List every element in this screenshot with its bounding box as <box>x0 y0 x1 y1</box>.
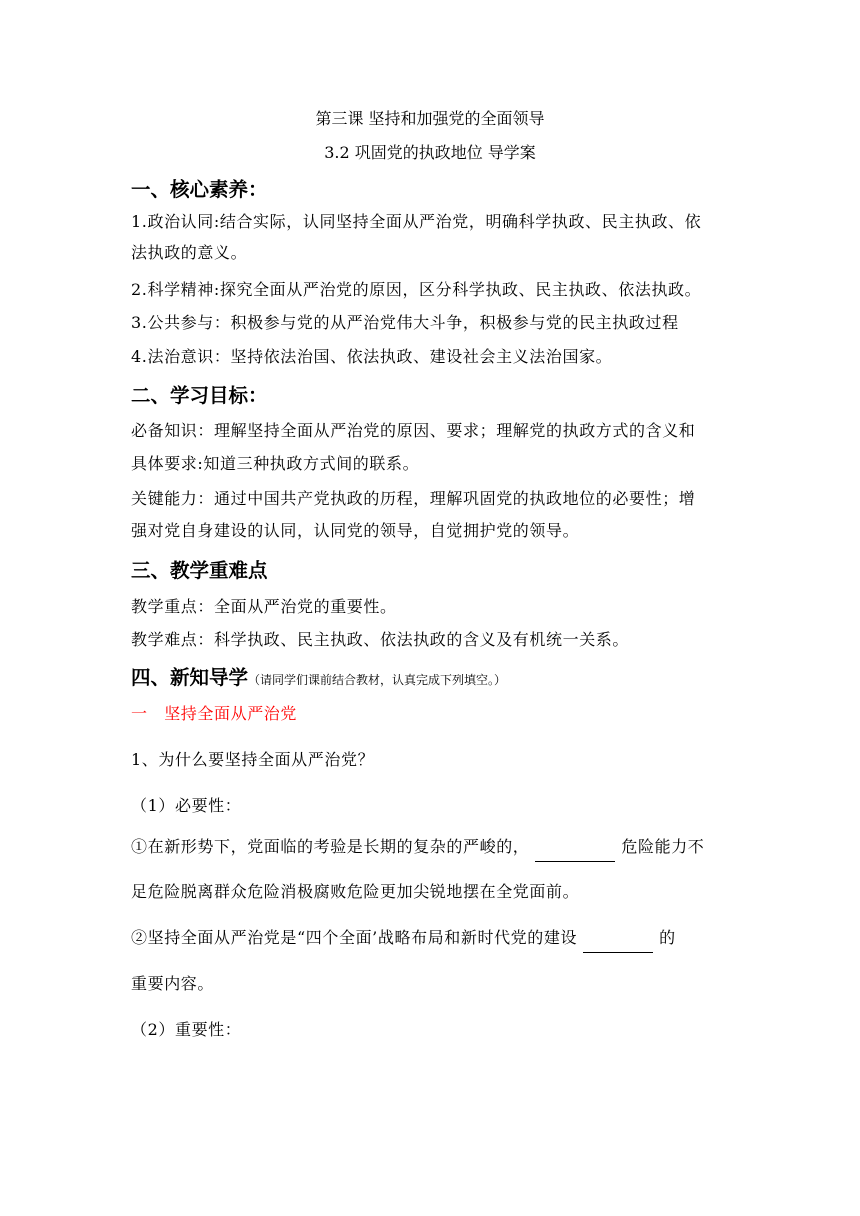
section-heading-learning-goals: 二、学习目标： <box>131 384 268 407</box>
key-point: 教学重点：全面从严治党的重要性。 <box>131 597 397 616</box>
section-heading-key-points: 三、教学重难点 <box>131 559 268 582</box>
necessity-point-2 <box>131 922 731 953</box>
necessity-point-1-cont: 足危险脱离群众危险消极腐败危险更加尖锐地摆在全党面前。 <box>131 882 580 901</box>
necessity-point-2-cont: 重要内容。 <box>131 974 215 993</box>
question-1-importance: （2）重要性： <box>131 1020 242 1039</box>
lesson-subtitle: 3.2 巩固党的执政地位 导学案 <box>324 143 536 162</box>
necessity-point-1-text: ①在新形势下，党面临的考验是长期的复杂的严峻的， <box>131 837 530 856</box>
core-literacy-item-4: 4.法治意识：坚持依法治国、依法执政、建设社会主义法治国家。 <box>131 347 613 366</box>
core-literacy-item-1: 1.政治认同:结合实际，认同坚持全面从严治党，明确科学执政、民主执政、依 <box>131 212 702 231</box>
new-knowledge-heading-text: 四、新知导学 <box>131 666 249 689</box>
section-heading-new-knowledge <box>131 662 506 690</box>
necessity-point-2-text: ②坚持全面从严治党是“四个全面’战略布局和新时代党的建设 <box>131 928 578 947</box>
necessity-point-2-tail: 的 <box>659 928 676 947</box>
section-heading-core-literacy: 一、核心素养： <box>131 178 268 201</box>
learning-goal-ability-cont: 强对党自身建设的认同，认同党的领导，自觉拥护党的领导。 <box>131 521 580 540</box>
difficult-point: 教学难点：科学执政、民主执政、依法执政的含义及有机统一关系。 <box>131 630 630 649</box>
lesson-title: 第三课 坚持和加强党的全面领导 <box>315 109 545 128</box>
core-literacy-item-2: 2.科学精神:探究全面从严治党的原因，区分科学执政、民主执政、依法执政。 <box>131 280 702 299</box>
fill-blank-2[interactable] <box>583 936 653 953</box>
question-1: 1、为什么要坚持全面从严治党？ <box>131 750 375 769</box>
necessity-point-1-tail: 危险能力不 <box>621 837 705 856</box>
new-knowledge-note: （请同学们课前结合教材，认真完成下列填空。） <box>248 673 507 687</box>
necessity-point-1 <box>131 831 731 862</box>
core-literacy-item-1-cont: 法执政的意义。 <box>131 243 248 262</box>
question-1-necessity: （1）必要性： <box>131 796 242 815</box>
learning-goal-knowledge-cont: 具体要求:知道三种执政方式间的联系。 <box>131 454 420 473</box>
subsection-title-red: 一 坚持全面从严治党 <box>131 704 298 723</box>
learning-goal-ability: 关键能力：通过中国共产党执政的历程，理解巩固党的执政地位的必要性；增 <box>131 489 696 508</box>
fill-blank-1[interactable] <box>535 845 615 862</box>
learning-goal-knowledge: 必备知识：理解坚持全面从严治党的原因、要求；理解党的执政方式的含义和 <box>131 421 696 440</box>
core-literacy-item-3: 3.公共参与：积极参与党的从严治党伟大斗争，积极参与党的民主执政过程 <box>131 313 679 332</box>
